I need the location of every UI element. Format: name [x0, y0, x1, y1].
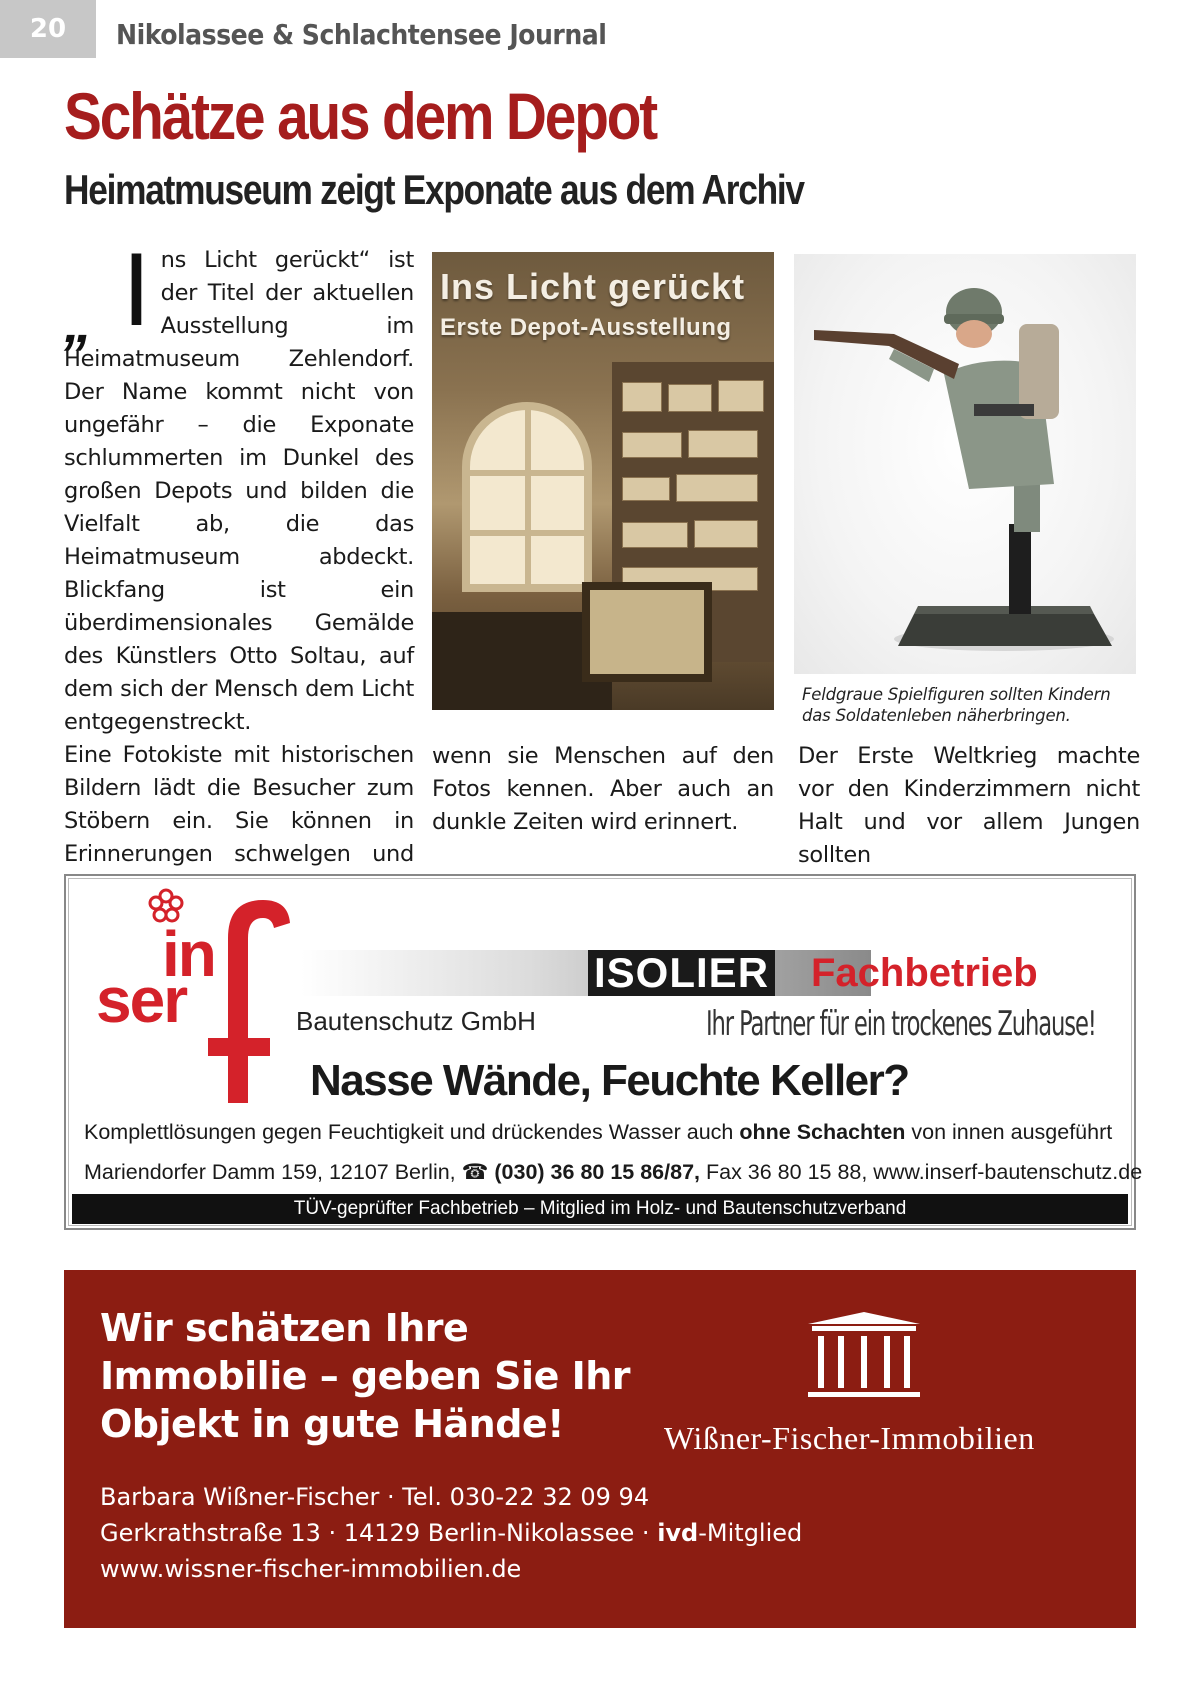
- company-name: Bautenschutz GmbH: [296, 1006, 536, 1036]
- isolier-gradient-bar: [301, 950, 871, 996]
- journal-title: Nikolassee & Schlachtensee Journal: [116, 18, 607, 51]
- article-headline: Schätze aus dem Depot: [64, 79, 656, 153]
- fachbetrieb-label: Fachbetrieb: [811, 951, 1038, 995]
- toy-soldier-photo: [794, 254, 1136, 674]
- ad-headline: Nasse Wände, Feuchte Keller?: [310, 1056, 909, 1105]
- logo-text-ser: ser: [96, 964, 187, 1036]
- page-number: 20: [0, 0, 96, 58]
- column-1-paragraph-2: Eine Fotokiste mit historischen Bildern lädt die Besucher zum Stöbern ein. Sie können in Erinnerungen schwelgen und: [64, 742, 414, 867]
- painting-frame: [582, 582, 712, 682]
- phone-number: (030) 36 80 15 86/87,: [494, 1160, 700, 1184]
- inserf-advertisement: [64, 874, 1143, 1230]
- contact-line-phone: Barbara Wißner-Fischer · Tel. 030-22 32 09 94: [100, 1483, 650, 1511]
- article-column-1: [64, 232, 414, 904]
- contact-address: Mariendorfer Damm 159, 12107 Berlin, ☎ (030) 36 80 15 86/87, Fax 36 80 15 88, www.inserf-bautenschutz.de: [84, 1160, 1143, 1184]
- column-1-paragraph-1: ns Licht gerückt“ ist der Titel der aktuellen Ausstellung im Heimatmuseum Zehlendorf. Der Name kommt nicht von ungefähr – die Exponate schlummerten im Dunkel des großen Depots und bilden die Vielfalt ab, die das Heimatmuseum abdeckt. Blickfang ist ein überdimensionales Gemälde des Künstlers Otto Soltau, auf dem sich der Mensch dem Licht entgegenstreckt.: [64, 247, 414, 735]
- dropcap: I: [122, 232, 151, 348]
- contact-line-address: Gerkrathstraße 13 · 14129 Berlin-Nikolassee · ivd-Mitglied: [100, 1519, 803, 1547]
- quote-mark: „: [64, 291, 92, 354]
- ivd-label: ivd: [657, 1519, 699, 1547]
- exhibition-poster-image: [432, 252, 774, 710]
- article-subhead: Heimatmuseum zeigt Exponate aus dem Archiv: [64, 166, 804, 213]
- logo-text-in: in: [162, 918, 215, 990]
- immobilien-headline: Wir schätzen Ihre Immobilie – geben Sie Ihr Objekt in gute Hände!: [100, 1306, 631, 1446]
- poster-title: Ins Licht gerückt: [440, 266, 746, 307]
- immobilien-advertisement: [64, 1270, 1136, 1628]
- toy-soldier-figure: [794, 254, 1136, 674]
- contact-line-website[interactable]: www.wissner-fischer-immobilien.de: [100, 1555, 522, 1583]
- service-description: Komplettlösungen gegen Feuchtigkeit und drückendes Wasser auch ohne Schachten von innen ausgeführt: [84, 1120, 1113, 1144]
- long-s-logo-icon: [208, 888, 298, 1108]
- slogan: Ihr Partner für ein trockenes Zuhause!: [706, 1004, 1096, 1044]
- article-column-2: wenn sie Menschen auf den Fotos kennen. Aber auch an dunkle Zeiten wird erinnert.: [432, 743, 774, 835]
- tuev-banner: TÜV-geprüfter Fachbetrieb – Mitglied im Holz- und Bautenschutzverband: [72, 1194, 1128, 1224]
- isolier-label: ISOLIER: [588, 950, 775, 996]
- immobilien-company-name: Wißner-Fischer-Immobilien: [664, 1420, 1035, 1456]
- article-column-3: Der Erste Weltkrieg machte vor den Kinderzimmern nicht Halt und vor allem Jungen sollten: [798, 743, 1140, 868]
- desc-bold: ohne Schachten: [739, 1120, 906, 1144]
- photo-caption: Feldgraue Spielfiguren sollten Kindern das Soldatenleben näherbringen.: [802, 685, 1111, 725]
- arched-window-shape: [462, 402, 592, 592]
- poster-subtitle: Erste Depot-Ausstellung: [440, 314, 732, 341]
- temple-logo-icon: [804, 1310, 924, 1400]
